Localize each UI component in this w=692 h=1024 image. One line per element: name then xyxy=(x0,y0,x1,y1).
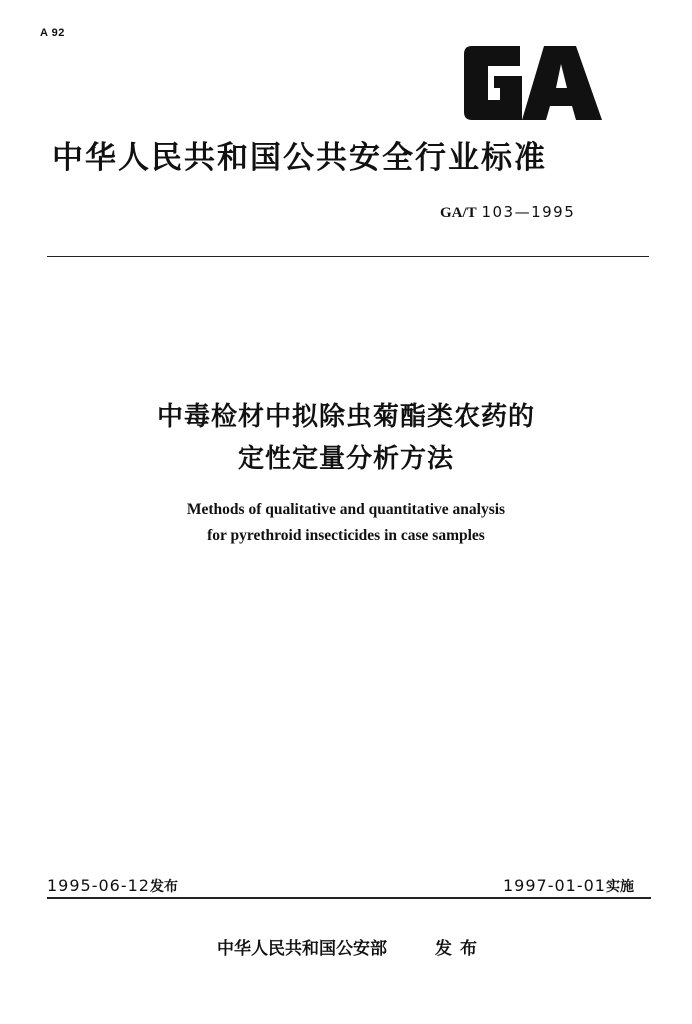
ga-logo xyxy=(460,44,605,122)
standard-number xyxy=(440,203,575,222)
issue-date-value: 1995-06-12 xyxy=(47,876,150,895)
implement-date-suffix: 实施 xyxy=(605,879,634,895)
implement-date-value: 1997-01-01 xyxy=(503,876,606,895)
title-en-line-2: for pyrethroid insecticides in case samples xyxy=(207,527,485,544)
issue-date xyxy=(47,876,178,896)
implement-date xyxy=(503,876,634,896)
issue-date-suffix: 发布 xyxy=(149,879,178,895)
issue-verb: 发布 xyxy=(435,939,485,959)
top-divider xyxy=(47,256,649,257)
title-cn-line-1: 中毒检材中拟除虫菊酯类农药的 xyxy=(156,402,535,432)
classification-code: A 92 xyxy=(40,27,65,39)
title-cn-line-2: 定性定量分析方法 xyxy=(237,444,454,474)
standard-number-value: 103—1995 xyxy=(481,203,576,221)
issuing-authority: 中华人民共和国公安部 xyxy=(217,939,387,959)
standard-category: 中华人民共和国公共安全行业标准 xyxy=(52,140,547,176)
bottom-divider xyxy=(47,897,651,899)
standard-number-prefix: GA/T xyxy=(440,205,477,221)
title-en-line-1: Methods of qualitative and quantitative analysis xyxy=(186,501,506,518)
